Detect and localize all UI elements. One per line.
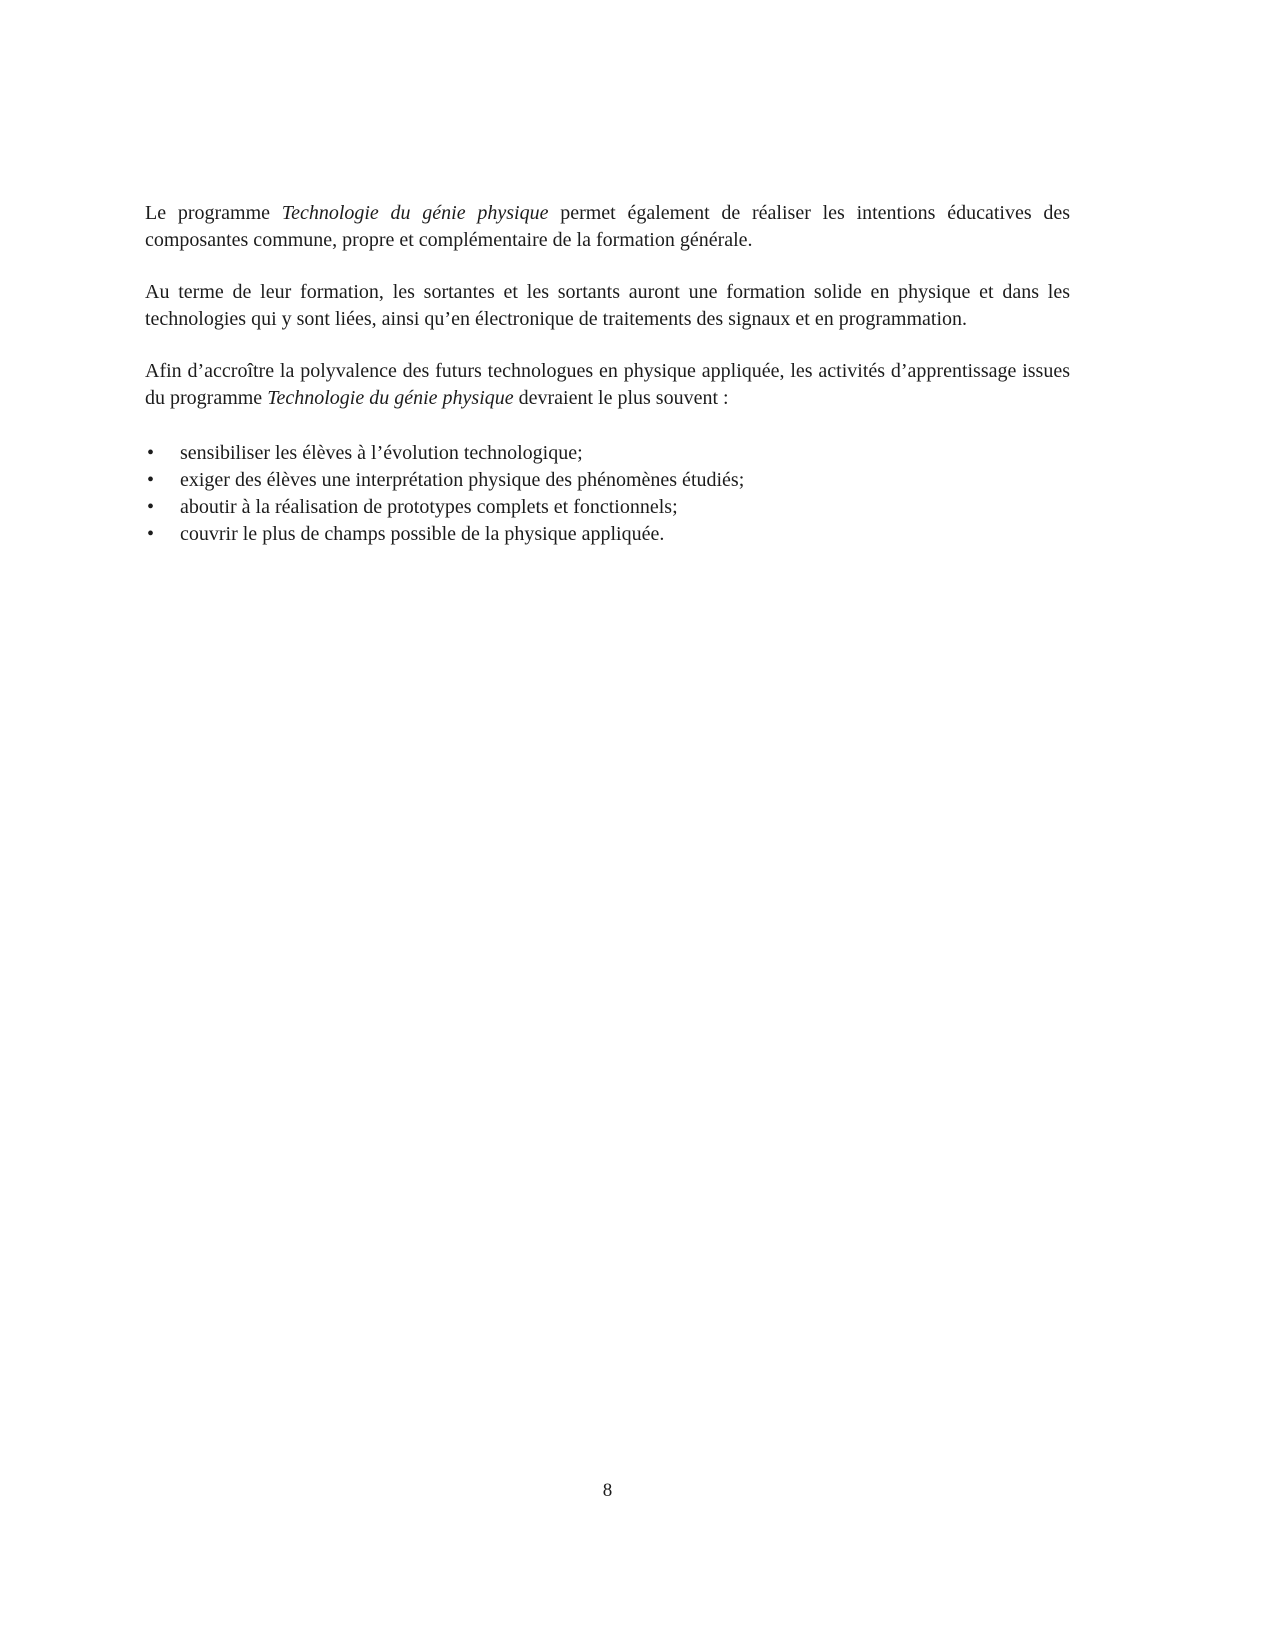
paragraph-text: Le programme (145, 202, 282, 224)
program-title-italic: Technologie du génie physique (267, 387, 514, 409)
list-item: • aboutir à la réalisation de prototypes complets et fonctionnels; (145, 494, 1070, 521)
bullet-list (145, 440, 1070, 548)
paragraph-text: Afin d’accroître la polyvalence des futurs technologues en physique appliquée, les activités d’apprentissage issues du programme (145, 360, 1070, 409)
page-number: 8 (602, 1480, 613, 1501)
paragraph-text: devraient le plus souvent : (513, 387, 729, 409)
program-title-italic: Technologie du génie physique (281, 202, 549, 224)
page-content (145, 200, 1070, 548)
paragraph-text: permet également de réaliser les intentions éducatives des composantes commune, propre et complémentaire de la formation générale. (145, 202, 1071, 251)
paragraph-formation: Au terme de leur formation, les sortantes et les sortants auront une formation solide en physique et dans les technologies qui y sont liées, ainsi qu’en électronique de traitements des signaux et en programmation. (145, 281, 1070, 330)
paragraph-polyvalence (145, 358, 1070, 412)
list-item: • exiger des élèves une interprétation physique des phénomènes étudiés; (145, 467, 1070, 494)
list-item: • sensibiliser les élèves à l’évolution technologique; (145, 440, 1070, 467)
paragraph-intro (145, 200, 1070, 254)
list-item: • couvrir le plus de champs possible de la physique appliquée. (145, 521, 1070, 548)
